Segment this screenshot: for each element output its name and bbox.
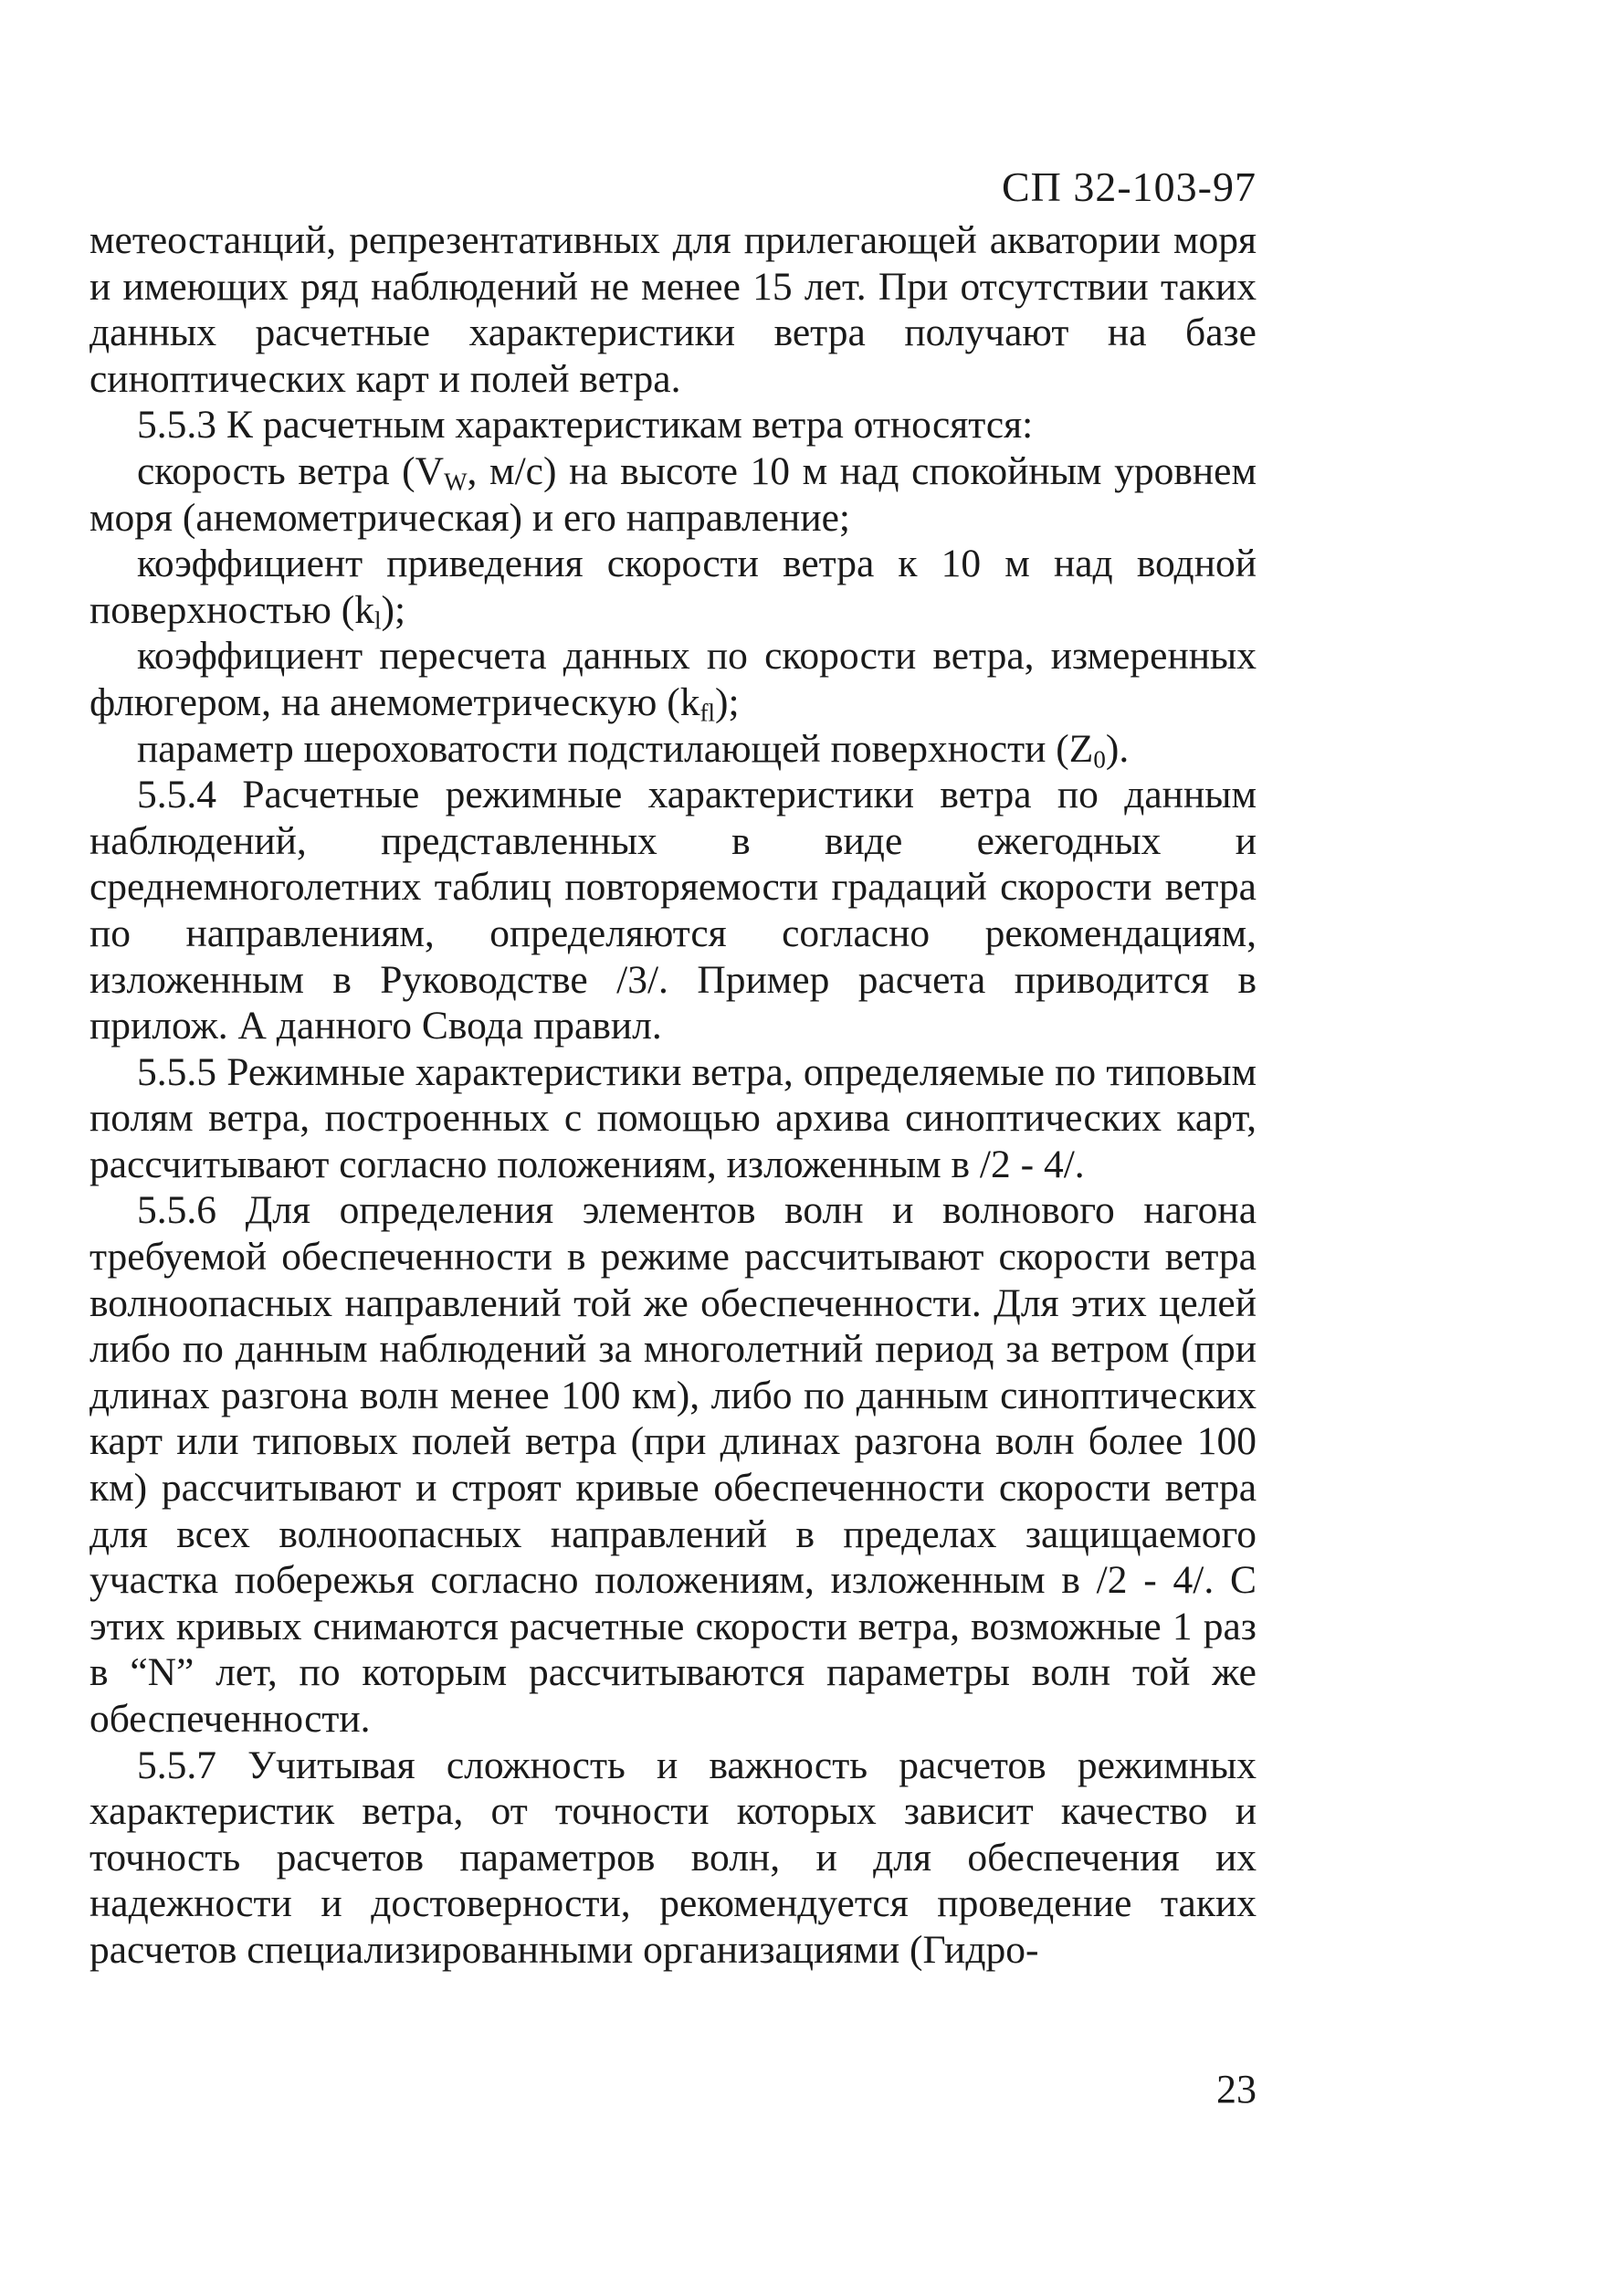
list-item-text: коэффициент пересчета данных по скорости ветра, измеренных флюгером, на анемометрическую (k: [89, 634, 1257, 724]
paragraph-5-5-5: 5.5.5 Режимные характеристики ветра, определяемые по типовым полям ветра, построенных с помощью архива синоптических карт, рассчитывают согласно положениям, изложенным в /2 - 4/.: [89, 1049, 1257, 1186]
paragraph-intro: метеостанций, репрезентативных для прилегающей акватории моря и имеющих ряд наблюдений не менее 15 лет. При отсутствии таких данных расчетные характеристики ветра получают на базе синоптических карт и полей ветра.: [89, 218, 1257, 401]
list-item-wind-speed: [89, 448, 1257, 541]
list-item-text: );: [381, 587, 406, 632]
subscript: W: [444, 468, 468, 496]
list-item-text: , м/с) на высоте 10 м над спокойным уровнем моря (анемометрическая) и его направление;: [89, 448, 1257, 540]
list-item-text: ).: [1105, 726, 1130, 771]
list-item-text: скорость ветра (V: [137, 448, 445, 493]
paragraph-5-5-4: 5.5.4 Расчетные режимные характеристики ветра по данным наблюдений, представленных в виде ежегодных и среднемноголетних таблиц повторяемости градаций скорости ветра по направлениям, определяются согласно рекомендациям, изложенным в Руководстве /3/. Пример расчета приводится в прилож. А данного Свода правил.: [89, 773, 1257, 1048]
subscript: l: [374, 606, 382, 635]
page-number: 23: [1216, 2067, 1257, 2112]
subscript: 0: [1093, 745, 1106, 774]
list-item-text: );: [714, 679, 740, 724]
list-item-conversion-coefficient: [89, 633, 1257, 725]
list-item-roughness-parameter: [89, 726, 1257, 773]
paragraph-5-5-7: 5.5.7 Учитывая сложность и важность расчетов режимных характеристик ветра, от точности которых зависит качество и точность расчетов параметров волн, и для обеспечения их надежности и достоверности, рекомендуется проведение таких расчетов специализированными организациями (Гидро-: [89, 1743, 1257, 1972]
document-code: СП 32-103-97: [1001, 163, 1257, 210]
subscript: fl: [699, 699, 715, 727]
body-text: [89, 217, 1257, 1974]
paragraph-5-5-6: 5.5.6 Для определения элементов волн и волнового нагона требуемой обеспеченности в режиме рассчитывают скорости ветра волноопасных направлений той же обеспеченности. Для этих целей либо по данным наблюдений за многолетний период за ветром (при длинах разгона волн менее 100 км), либо по данным синоптических карт или типовых полей ветра (при длинах разгона волн более 100 км) рассчитывают и строят кривые обеспеченности скорости ветра для всех волноопасных направлений в пределах защищаемого участка побережья согласно положениям, изложенным в /2 - 4/. С этих кривых снимаются расчетные скорости ветра, возможные 1 раз в “N” лет, по которым рассчитываются параметры волн той же обеспеченности.: [89, 1188, 1257, 1741]
list-item-text: параметр шероховатости подстилающей поверхности (Z: [137, 726, 1094, 771]
paragraph-5-5-3: 5.5.3 К расчетным характеристикам ветра относятся:: [137, 403, 1034, 448]
list-item-text: коэффициент приведения скорости ветра к 10 м над водной поверхностью (k: [89, 542, 1257, 632]
list-item-reduction-coefficient: [89, 541, 1257, 633]
